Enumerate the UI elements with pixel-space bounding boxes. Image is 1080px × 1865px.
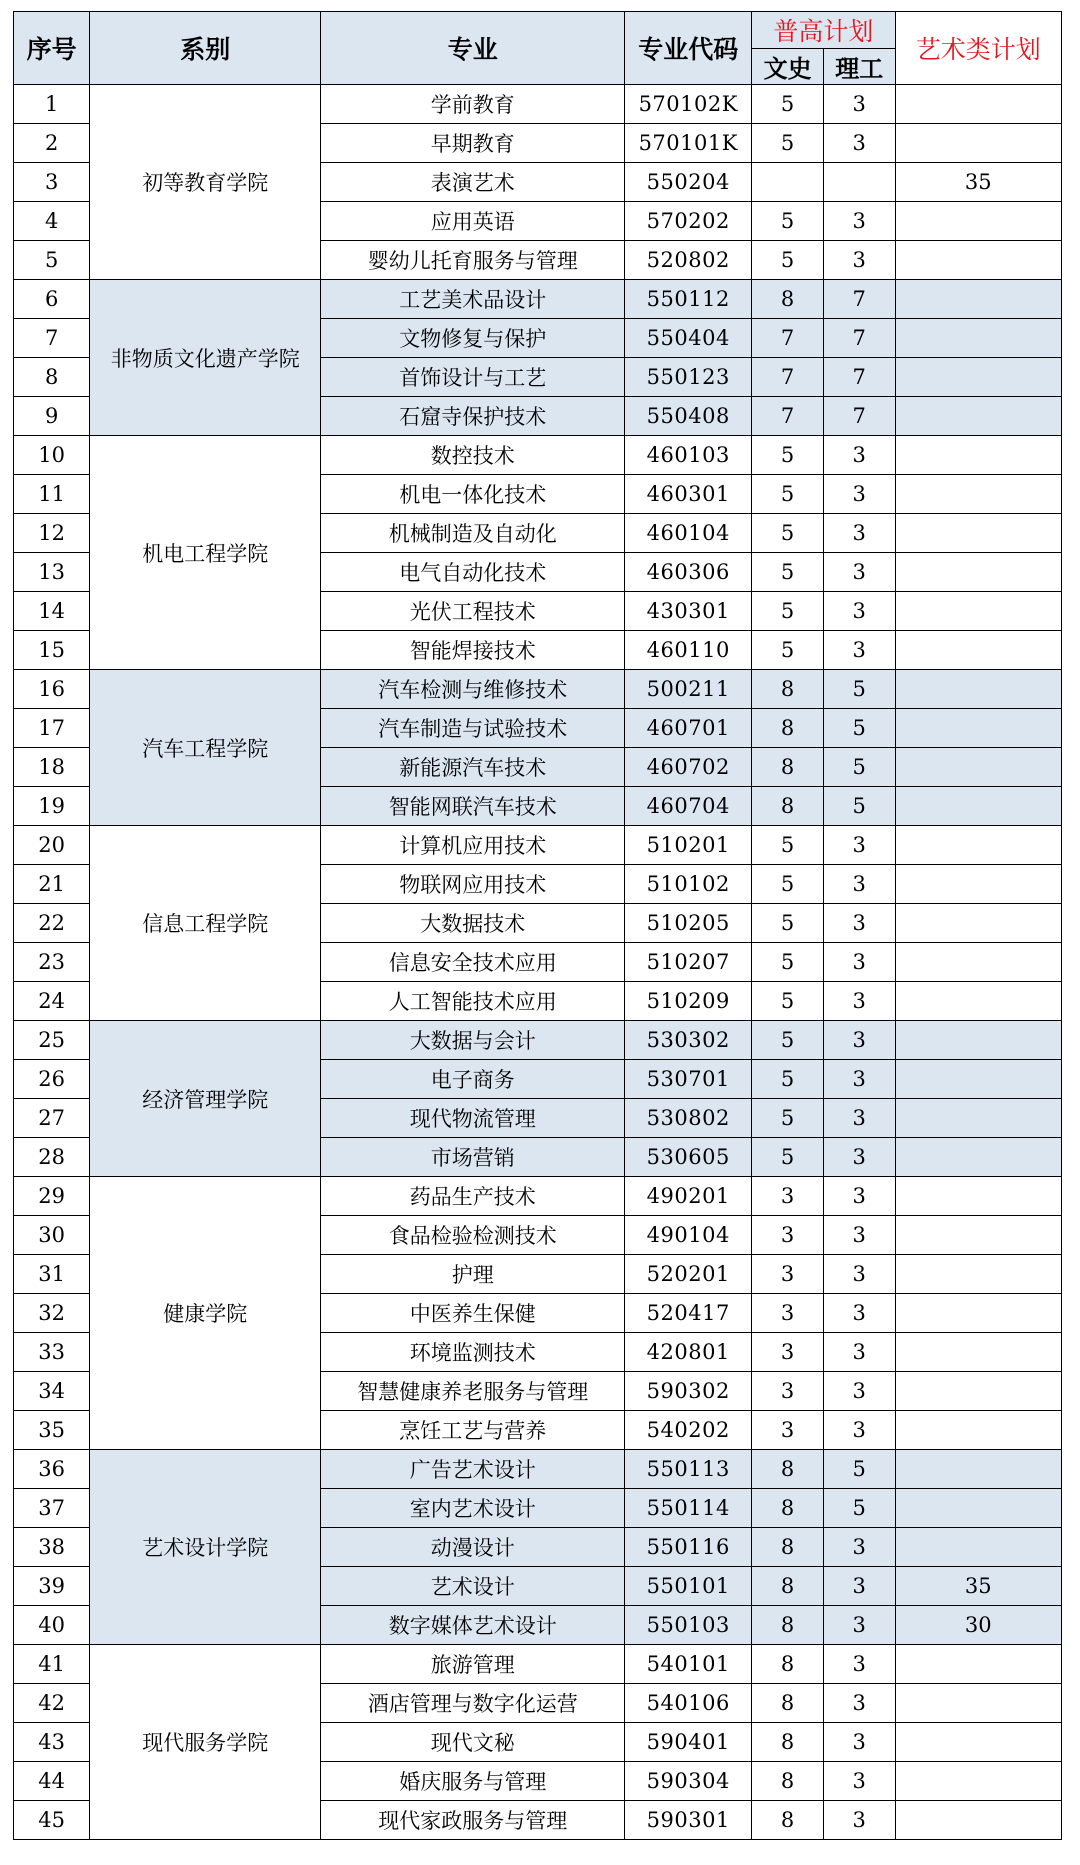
- science-quota: 3: [823, 592, 895, 631]
- art-quota: [895, 1294, 1061, 1333]
- row-index: 36: [14, 1450, 90, 1489]
- science-quota: 7: [823, 397, 895, 436]
- major-name: 光伏工程技术: [321, 592, 625, 631]
- row-index: 21: [14, 865, 90, 904]
- art-quota: [895, 1450, 1061, 1489]
- major-code: 520802: [625, 241, 752, 280]
- major-name: 药品生产技术: [321, 1177, 625, 1216]
- row-index: 19: [14, 787, 90, 826]
- major-name: 数控技术: [321, 436, 625, 475]
- major-code: 490201: [625, 1177, 752, 1216]
- art-quota: [895, 85, 1061, 124]
- science-quota: 3: [823, 1801, 895, 1840]
- major-code: 550113: [625, 1450, 752, 1489]
- row-index: 42: [14, 1684, 90, 1723]
- liberal-arts-quota: 8: [752, 670, 824, 709]
- major-code: 550123: [625, 358, 752, 397]
- science-quota: 5: [823, 670, 895, 709]
- science-quota: 3: [823, 1294, 895, 1333]
- major-code: 530802: [625, 1099, 752, 1138]
- art-quota: [895, 1762, 1061, 1801]
- liberal-arts-quota: 5: [752, 475, 824, 514]
- liberal-arts-quota: 5: [752, 631, 824, 670]
- science-quota: 5: [823, 709, 895, 748]
- row-index: 10: [14, 436, 90, 475]
- major-code: 460701: [625, 709, 752, 748]
- table-row: [14, 670, 1062, 709]
- science-quota: 3: [823, 1255, 895, 1294]
- row-index: 3: [14, 163, 90, 202]
- science-quota: 3: [823, 124, 895, 163]
- art-quota: [895, 631, 1061, 670]
- science-quota: 3: [823, 1138, 895, 1177]
- major-code: 590301: [625, 1801, 752, 1840]
- liberal-arts-quota: 5: [752, 1060, 824, 1099]
- row-index: 40: [14, 1606, 90, 1645]
- science-quota: 5: [823, 1489, 895, 1528]
- major-name: 现代文秘: [321, 1723, 625, 1762]
- science-quota: 3: [823, 982, 895, 1021]
- major-code: 570102K: [625, 85, 752, 124]
- liberal-arts-quota: 5: [752, 904, 824, 943]
- major-code: 550404: [625, 319, 752, 358]
- science-quota: 3: [823, 241, 895, 280]
- major-code: 530701: [625, 1060, 752, 1099]
- liberal-arts-quota: 3: [752, 1411, 824, 1450]
- table-row: [14, 85, 1062, 124]
- liberal-arts-quota: 8: [752, 1684, 824, 1723]
- liberal-arts-quota: 8: [752, 280, 824, 319]
- art-quota: [895, 280, 1061, 319]
- art-quota: [895, 1138, 1061, 1177]
- major-code: 550103: [625, 1606, 752, 1645]
- department-cell: 初等教育学院: [90, 85, 321, 280]
- row-index: 28: [14, 1138, 90, 1177]
- art-quota: [895, 1489, 1061, 1528]
- science-quota: [823, 163, 895, 202]
- major-name: 应用英语: [321, 202, 625, 241]
- row-index: 13: [14, 553, 90, 592]
- science-quota: 3: [823, 865, 895, 904]
- liberal-arts-quota: 8: [752, 709, 824, 748]
- art-quota: [895, 1177, 1061, 1216]
- row-index: 2: [14, 124, 90, 163]
- major-name: 婚庆服务与管理: [321, 1762, 625, 1801]
- table-row: [14, 1450, 1062, 1489]
- major-code: 520201: [625, 1255, 752, 1294]
- major-code: 500211: [625, 670, 752, 709]
- liberal-arts-quota: 5: [752, 514, 824, 553]
- art-quota: [895, 1255, 1061, 1294]
- major-name: 首饰设计与工艺: [321, 358, 625, 397]
- art-quota: [895, 670, 1061, 709]
- row-index: 15: [14, 631, 90, 670]
- major-name: 信息安全技术应用: [321, 943, 625, 982]
- science-quota: 3: [823, 1684, 895, 1723]
- major-name: 新能源汽车技术: [321, 748, 625, 787]
- liberal-arts-quota: 5: [752, 943, 824, 982]
- science-quota: 3: [823, 1606, 895, 1645]
- department-cell: 现代服务学院: [90, 1645, 321, 1840]
- row-index: 32: [14, 1294, 90, 1333]
- science-quota: 3: [823, 1099, 895, 1138]
- row-index: 16: [14, 670, 90, 709]
- major-code: 590304: [625, 1762, 752, 1801]
- major-code: 460702: [625, 748, 752, 787]
- science-quota: 3: [823, 1528, 895, 1567]
- major-name: 烹饪工艺与营养: [321, 1411, 625, 1450]
- liberal-arts-quota: 3: [752, 1372, 824, 1411]
- art-quota: 35: [895, 163, 1061, 202]
- row-index: 39: [14, 1567, 90, 1606]
- row-index: 38: [14, 1528, 90, 1567]
- art-quota: [895, 787, 1061, 826]
- liberal-arts-quota: 8: [752, 1762, 824, 1801]
- major-code: 510207: [625, 943, 752, 982]
- liberal-arts-quota: 5: [752, 202, 824, 241]
- science-quota: 7: [823, 358, 895, 397]
- header-general-plan: 普高计划: [752, 12, 895, 49]
- science-quota: 3: [823, 1021, 895, 1060]
- major-code: 430301: [625, 592, 752, 631]
- liberal-arts-quota: 8: [752, 1801, 824, 1840]
- science-quota: 3: [823, 826, 895, 865]
- major-name: 室内艺术设计: [321, 1489, 625, 1528]
- art-quota: [895, 241, 1061, 280]
- major-name: 物联网应用技术: [321, 865, 625, 904]
- major-name: 文物修复与保护: [321, 319, 625, 358]
- major-code: 510205: [625, 904, 752, 943]
- science-quota: 3: [823, 904, 895, 943]
- major-name: 智能焊接技术: [321, 631, 625, 670]
- major-code: 590401: [625, 1723, 752, 1762]
- major-name: 电气自动化技术: [321, 553, 625, 592]
- major-name: 表演艺术: [321, 163, 625, 202]
- art-quota: [895, 124, 1061, 163]
- science-quota: 3: [823, 943, 895, 982]
- art-quota: [895, 1060, 1061, 1099]
- science-quota: 3: [823, 631, 895, 670]
- row-index: 27: [14, 1099, 90, 1138]
- art-quota: [895, 553, 1061, 592]
- liberal-arts-quota: 5: [752, 553, 824, 592]
- row-index: 29: [14, 1177, 90, 1216]
- liberal-arts-quota: 5: [752, 1021, 824, 1060]
- header-art-plan: 艺术类计划: [895, 12, 1061, 85]
- liberal-arts-quota: 5: [752, 124, 824, 163]
- liberal-arts-quota: 7: [752, 358, 824, 397]
- row-index: 37: [14, 1489, 90, 1528]
- liberal-arts-quota: 8: [752, 1645, 824, 1684]
- department-cell: 信息工程学院: [90, 826, 321, 1021]
- major-name: 智慧健康养老服务与管理: [321, 1372, 625, 1411]
- major-name: 环境监测技术: [321, 1333, 625, 1372]
- art-quota: [895, 748, 1061, 787]
- major-code: 460306: [625, 553, 752, 592]
- major-code: 420801: [625, 1333, 752, 1372]
- major-code: 550114: [625, 1489, 752, 1528]
- table-row: [14, 826, 1062, 865]
- art-quota: [895, 358, 1061, 397]
- major-name: 艺术设计: [321, 1567, 625, 1606]
- major-code: 490104: [625, 1216, 752, 1255]
- science-quota: 3: [823, 436, 895, 475]
- row-index: 9: [14, 397, 90, 436]
- art-quota: [895, 904, 1061, 943]
- liberal-arts-quota: 8: [752, 1489, 824, 1528]
- liberal-arts-quota: 8: [752, 1606, 824, 1645]
- major-code: 550204: [625, 163, 752, 202]
- major-code: 460301: [625, 475, 752, 514]
- major-name: 早期教育: [321, 124, 625, 163]
- art-quota: [895, 514, 1061, 553]
- liberal-arts-quota: 5: [752, 982, 824, 1021]
- art-quota: [895, 865, 1061, 904]
- row-index: 34: [14, 1372, 90, 1411]
- major-code: 530302: [625, 1021, 752, 1060]
- row-index: 45: [14, 1801, 90, 1840]
- department-cell: 艺术设计学院: [90, 1450, 321, 1645]
- science-quota: 3: [823, 475, 895, 514]
- art-quota: [895, 709, 1061, 748]
- science-quota: 3: [823, 1645, 895, 1684]
- science-quota: 3: [823, 553, 895, 592]
- table-body: [14, 85, 1062, 1840]
- enrollment-plan-table-wrapper: [13, 11, 1062, 1840]
- row-index: 30: [14, 1216, 90, 1255]
- header-science: 理工: [823, 49, 895, 85]
- art-quota: [895, 1528, 1061, 1567]
- liberal-arts-quota: 3: [752, 1333, 824, 1372]
- science-quota: 3: [823, 1333, 895, 1372]
- art-quota: [895, 1099, 1061, 1138]
- major-code: 570202: [625, 202, 752, 241]
- row-index: 5: [14, 241, 90, 280]
- department-cell: 非物质文化遗产学院: [90, 280, 321, 436]
- science-quota: 3: [823, 1411, 895, 1450]
- art-quota: [895, 592, 1061, 631]
- major-code: 510201: [625, 826, 752, 865]
- major-code: 550116: [625, 1528, 752, 1567]
- major-code: 510102: [625, 865, 752, 904]
- major-code: 540202: [625, 1411, 752, 1450]
- art-quota: [895, 1723, 1061, 1762]
- liberal-arts-quota: 5: [752, 241, 824, 280]
- science-quota: 7: [823, 319, 895, 358]
- row-index: 23: [14, 943, 90, 982]
- art-quota: [895, 1372, 1061, 1411]
- row-index: 7: [14, 319, 90, 358]
- major-name: 数字媒体艺术设计: [321, 1606, 625, 1645]
- science-quota: 3: [823, 1567, 895, 1606]
- row-index: 4: [14, 202, 90, 241]
- major-name: 市场营销: [321, 1138, 625, 1177]
- major-code: 530605: [625, 1138, 752, 1177]
- major-name: 动漫设计: [321, 1528, 625, 1567]
- department-cell: 汽车工程学院: [90, 670, 321, 826]
- liberal-arts-quota: 5: [752, 865, 824, 904]
- liberal-arts-quota: 3: [752, 1177, 824, 1216]
- major-name: 汽车制造与试验技术: [321, 709, 625, 748]
- row-index: 20: [14, 826, 90, 865]
- liberal-arts-quota: 5: [752, 1099, 824, 1138]
- department-cell: 机电工程学院: [90, 436, 321, 670]
- major-name: 汽车检测与维修技术: [321, 670, 625, 709]
- science-quota: 5: [823, 787, 895, 826]
- row-index: 24: [14, 982, 90, 1021]
- header-department: 系别: [90, 12, 321, 85]
- row-index: 1: [14, 85, 90, 124]
- major-name: 计算机应用技术: [321, 826, 625, 865]
- row-index: 33: [14, 1333, 90, 1372]
- science-quota: 3: [823, 1762, 895, 1801]
- art-quota: [895, 1216, 1061, 1255]
- science-quota: 3: [823, 1723, 895, 1762]
- major-code: 540101: [625, 1645, 752, 1684]
- row-index: 25: [14, 1021, 90, 1060]
- art-quota: [895, 982, 1061, 1021]
- liberal-arts-quota: [752, 163, 824, 202]
- department-cell: 健康学院: [90, 1177, 321, 1450]
- major-name: 现代家政服务与管理: [321, 1801, 625, 1840]
- science-quota: 3: [823, 1216, 895, 1255]
- major-name: 工艺美术品设计: [321, 280, 625, 319]
- major-code: 550112: [625, 280, 752, 319]
- major-code: 460104: [625, 514, 752, 553]
- liberal-arts-quota: 3: [752, 1255, 824, 1294]
- science-quota: 3: [823, 85, 895, 124]
- liberal-arts-quota: 8: [752, 1567, 824, 1606]
- row-index: 31: [14, 1255, 90, 1294]
- table-row: [14, 1645, 1062, 1684]
- table-row: [14, 280, 1062, 319]
- row-index: 22: [14, 904, 90, 943]
- art-quota: [895, 475, 1061, 514]
- major-name: 智能网联汽车技术: [321, 787, 625, 826]
- liberal-arts-quota: 5: [752, 1138, 824, 1177]
- major-name: 护理: [321, 1255, 625, 1294]
- art-quota: 35: [895, 1567, 1061, 1606]
- major-code: 460110: [625, 631, 752, 670]
- major-name: 石窟寺保护技术: [321, 397, 625, 436]
- major-code: 460103: [625, 436, 752, 475]
- row-index: 11: [14, 475, 90, 514]
- header-major-code: 专业代码: [625, 12, 752, 85]
- liberal-arts-quota: 8: [752, 1528, 824, 1567]
- major-name: 大数据与会计: [321, 1021, 625, 1060]
- art-quota: [895, 1021, 1061, 1060]
- major-name: 食品检验检测技术: [321, 1216, 625, 1255]
- table-row: [14, 1177, 1062, 1216]
- row-index: 35: [14, 1411, 90, 1450]
- major-name: 电子商务: [321, 1060, 625, 1099]
- header-liberal-arts: 文史: [752, 49, 824, 85]
- major-name: 机械制造及自动化: [321, 514, 625, 553]
- major-code: 590302: [625, 1372, 752, 1411]
- major-code: 510209: [625, 982, 752, 1021]
- art-quota: [895, 1684, 1061, 1723]
- major-code: 570101K: [625, 124, 752, 163]
- row-index: 18: [14, 748, 90, 787]
- liberal-arts-quota: 5: [752, 592, 824, 631]
- major-code: 540106: [625, 1684, 752, 1723]
- major-name: 中医养生保健: [321, 1294, 625, 1333]
- major-code: 550408: [625, 397, 752, 436]
- table-row: [14, 1021, 1062, 1060]
- art-quota: [895, 319, 1061, 358]
- row-index: 26: [14, 1060, 90, 1099]
- row-index: 12: [14, 514, 90, 553]
- major-code: 520417: [625, 1294, 752, 1333]
- science-quota: 5: [823, 1450, 895, 1489]
- row-index: 8: [14, 358, 90, 397]
- science-quota: 3: [823, 514, 895, 553]
- art-quota: [895, 943, 1061, 982]
- major-name: 机电一体化技术: [321, 475, 625, 514]
- liberal-arts-quota: 7: [752, 319, 824, 358]
- major-name: 酒店管理与数字化运营: [321, 1684, 625, 1723]
- science-quota: 3: [823, 1060, 895, 1099]
- liberal-arts-quota: 7: [752, 397, 824, 436]
- major-name: 广告艺术设计: [321, 1450, 625, 1489]
- liberal-arts-quota: 8: [752, 1723, 824, 1762]
- major-name: 婴幼儿托育服务与管理: [321, 241, 625, 280]
- liberal-arts-quota: 8: [752, 1450, 824, 1489]
- art-quota: [895, 397, 1061, 436]
- art-quota: [895, 436, 1061, 475]
- science-quota: 7: [823, 280, 895, 319]
- liberal-arts-quota: 3: [752, 1294, 824, 1333]
- liberal-arts-quota: 5: [752, 826, 824, 865]
- major-name: 大数据技术: [321, 904, 625, 943]
- liberal-arts-quota: 5: [752, 436, 824, 475]
- art-quota: [895, 1801, 1061, 1840]
- row-index: 43: [14, 1723, 90, 1762]
- row-index: 6: [14, 280, 90, 319]
- row-index: 41: [14, 1645, 90, 1684]
- major-code: 550101: [625, 1567, 752, 1606]
- row-index: 44: [14, 1762, 90, 1801]
- art-quota: [895, 1333, 1061, 1372]
- row-index: 17: [14, 709, 90, 748]
- department-cell: 经济管理学院: [90, 1021, 321, 1177]
- science-quota: 3: [823, 202, 895, 241]
- row-index: 14: [14, 592, 90, 631]
- liberal-arts-quota: 3: [752, 1216, 824, 1255]
- art-quota: [895, 202, 1061, 241]
- major-name: 现代物流管理: [321, 1099, 625, 1138]
- header-major: 专业: [321, 12, 625, 85]
- liberal-arts-quota: 8: [752, 787, 824, 826]
- science-quota: 3: [823, 1177, 895, 1216]
- liberal-arts-quota: 8: [752, 748, 824, 787]
- science-quota: 3: [823, 1372, 895, 1411]
- enrollment-plan-table: [13, 11, 1062, 1840]
- liberal-arts-quota: 5: [752, 85, 824, 124]
- major-code: 460704: [625, 787, 752, 826]
- art-quota: [895, 826, 1061, 865]
- art-quota: [895, 1645, 1061, 1684]
- header-index: 序号: [14, 12, 90, 85]
- major-name: 学前教育: [321, 85, 625, 124]
- table-row: [14, 436, 1062, 475]
- art-quota: [895, 1411, 1061, 1450]
- art-quota: 30: [895, 1606, 1061, 1645]
- science-quota: 5: [823, 748, 895, 787]
- major-name: 旅游管理: [321, 1645, 625, 1684]
- major-name: 人工智能技术应用: [321, 982, 625, 1021]
